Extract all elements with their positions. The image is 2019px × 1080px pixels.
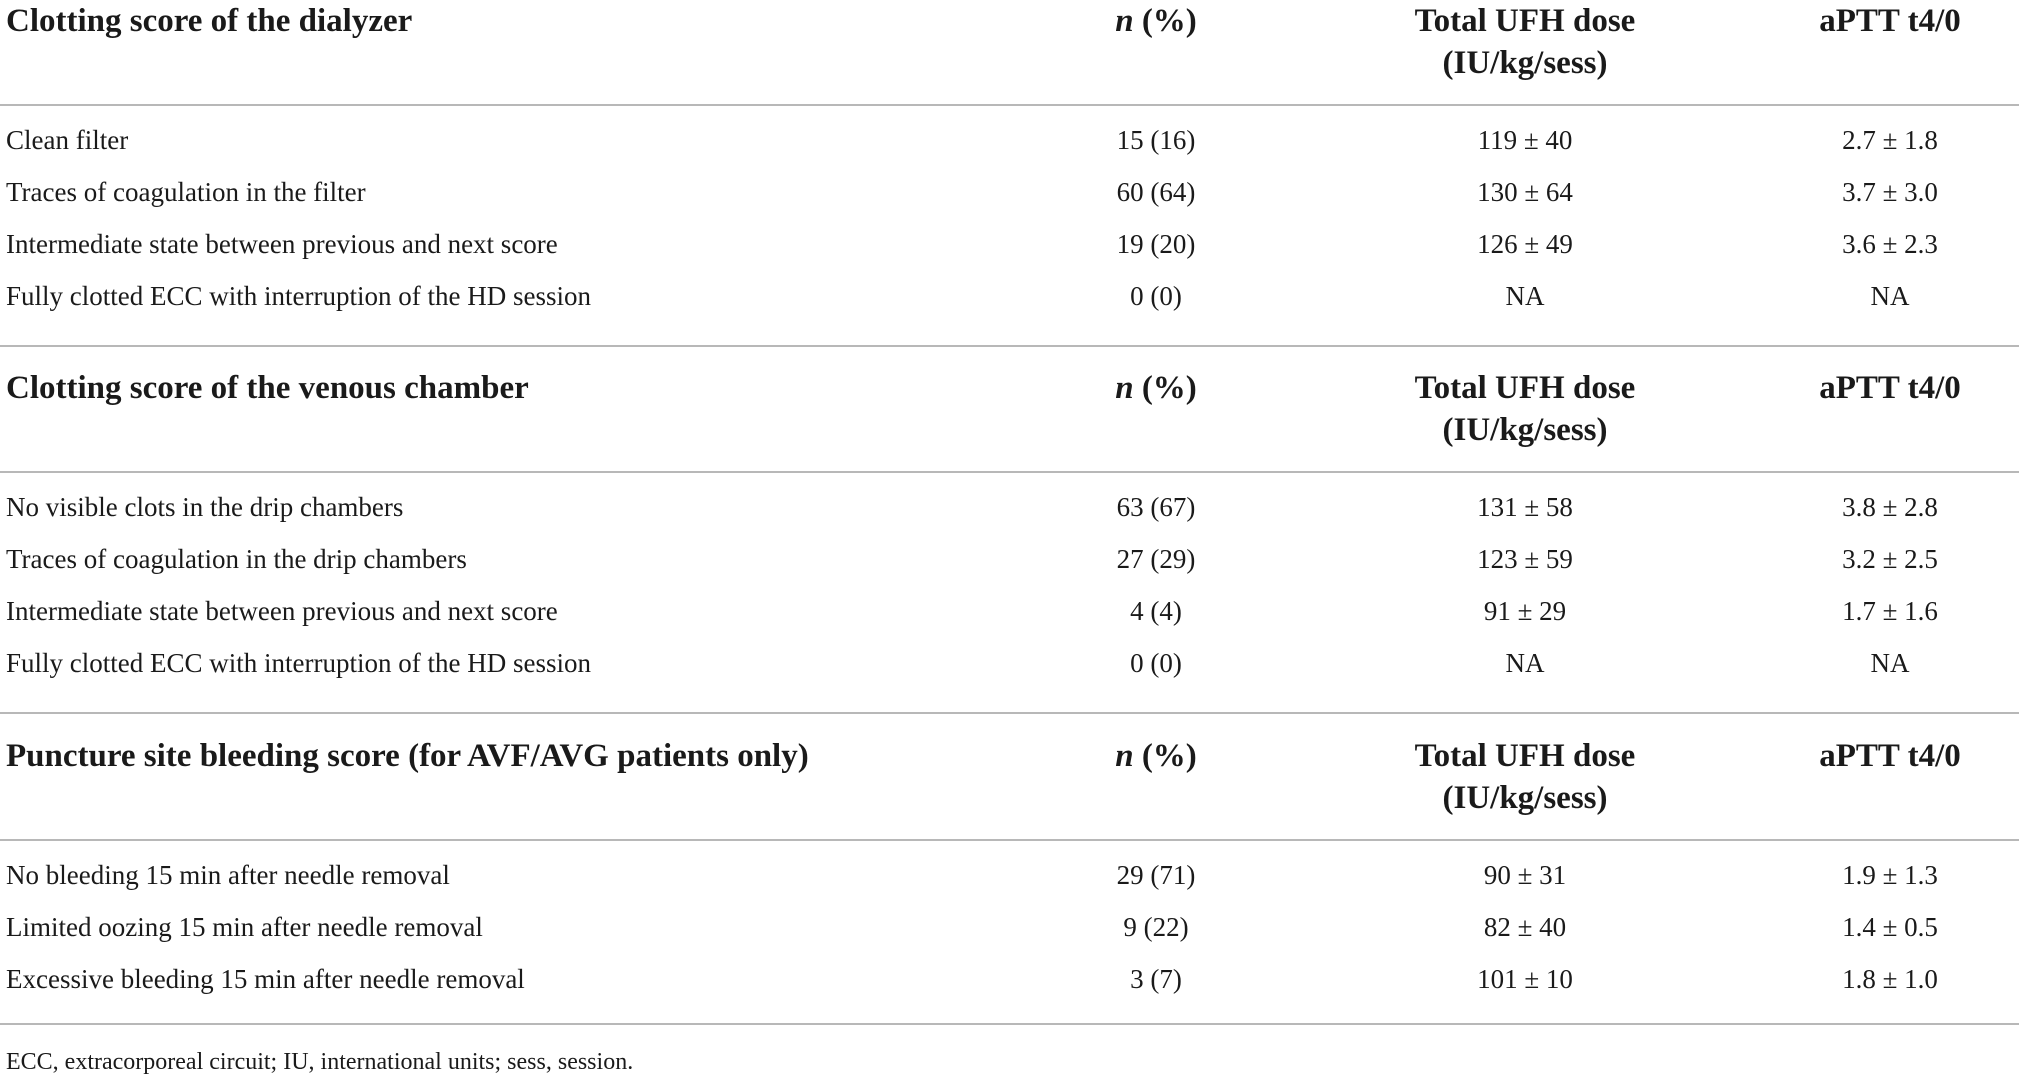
row-dose: 91 ± 29 bbox=[1483, 596, 1567, 626]
col-header-dose: Total UFH dose (IU/kg/sess) bbox=[1414, 370, 1636, 448]
row-label: Traces of coagulation in the drip chambers bbox=[6, 544, 467, 574]
row-dose: 101 ± 10 bbox=[1477, 964, 1573, 994]
row-dose: NA bbox=[1505, 281, 1545, 311]
row-n: 60 (64) bbox=[1116, 177, 1196, 207]
table-row bbox=[0, 533, 2019, 585]
table-row bbox=[0, 953, 2019, 1005]
row-n: 0 (0) bbox=[1130, 281, 1182, 311]
table-row bbox=[0, 901, 2019, 953]
row-dose: 90 ± 31 bbox=[1483, 860, 1567, 890]
row-dose: 82 ± 40 bbox=[1483, 912, 1567, 942]
row-dose: 130 ± 64 bbox=[1477, 177, 1573, 207]
row-dose: 119 ± 40 bbox=[1477, 125, 1573, 155]
row-aptt: 1.8 ± 1.0 bbox=[1842, 964, 1938, 994]
row-n: 9 (22) bbox=[1123, 912, 1189, 942]
table-row bbox=[0, 114, 2019, 166]
row-aptt: 1.9 ± 1.3 bbox=[1842, 860, 1938, 890]
section-title: Clotting score of the dialyzer bbox=[6, 3, 413, 39]
table-row bbox=[0, 166, 2019, 218]
table-row bbox=[0, 849, 2019, 901]
row-label: Intermediate state between previous and next score bbox=[6, 229, 558, 259]
row-aptt: 3.2 ± 2.5 bbox=[1842, 544, 1938, 574]
row-n: 29 (71) bbox=[1116, 860, 1196, 890]
section-title: Puncture site bleeding score (for AVF/AVG patients only) bbox=[6, 738, 809, 774]
section-header bbox=[0, 735, 2019, 839]
row-n: 27 (29) bbox=[1116, 544, 1196, 574]
section-rows bbox=[0, 471, 2019, 689]
table-row bbox=[0, 585, 2019, 637]
row-label: Fully clotted ECC with interruption of the HD session bbox=[6, 281, 591, 311]
section-header bbox=[0, 0, 2019, 104]
section-rows bbox=[0, 104, 2019, 322]
row-n: 0 (0) bbox=[1130, 648, 1182, 678]
row-dose: 126 ± 49 bbox=[1477, 229, 1573, 259]
table-row bbox=[0, 218, 2019, 270]
section-rows bbox=[0, 839, 2019, 1005]
col-header-n: n (%) bbox=[1115, 738, 1197, 774]
section-title: Clotting score of the venous chamber bbox=[6, 370, 529, 406]
row-n: 3 (7) bbox=[1130, 964, 1182, 994]
row-n: 19 (20) bbox=[1116, 229, 1196, 259]
row-aptt: 1.7 ± 1.6 bbox=[1842, 596, 1938, 626]
row-aptt: 2.7 ± 1.8 bbox=[1842, 125, 1938, 155]
col-header-aptt: aPTT t4/0 bbox=[1819, 370, 1961, 406]
col-header-n: n (%) bbox=[1115, 370, 1197, 406]
row-n: 63 (67) bbox=[1116, 492, 1196, 522]
row-aptt: 3.6 ± 2.3 bbox=[1842, 229, 1938, 259]
section-header bbox=[0, 367, 2019, 471]
col-header-n: n (%) bbox=[1115, 3, 1197, 39]
row-aptt: 3.7 ± 3.0 bbox=[1842, 177, 1938, 207]
row-label: Traces of coagulation in the filter bbox=[6, 177, 366, 207]
row-aptt: 3.8 ± 2.8 bbox=[1842, 492, 1938, 522]
col-header-dose: Total UFH dose (IU/kg/sess) bbox=[1414, 3, 1636, 81]
table-footnote: ECC, extracorporeal circuit; IU, international units; sess, session. bbox=[6, 1049, 634, 1075]
row-aptt: NA bbox=[1870, 281, 1910, 311]
section-puncture-bleeding bbox=[0, 735, 2019, 1035]
col-header-dose: Total UFH dose (IU/kg/sess) bbox=[1414, 738, 1636, 816]
row-dose: 123 ± 59 bbox=[1477, 544, 1573, 574]
row-aptt: 1.4 ± 0.5 bbox=[1842, 912, 1938, 942]
row-label: No visible clots in the drip chambers bbox=[6, 492, 404, 522]
section-rule bbox=[0, 345, 2019, 347]
table-row bbox=[0, 637, 2019, 689]
row-label: Excessive bleeding 15 min after needle removal bbox=[6, 964, 525, 994]
col-header-aptt: aPTT t4/0 bbox=[1819, 3, 1961, 39]
bottom-rule bbox=[0, 1023, 2019, 1025]
row-dose: 131 ± 58 bbox=[1477, 492, 1573, 522]
row-n: 15 (16) bbox=[1116, 125, 1196, 155]
table-row bbox=[0, 270, 2019, 322]
section-venous-chamber bbox=[0, 367, 2019, 735]
row-label: Fully clotted ECC with interruption of the HD session bbox=[6, 648, 591, 678]
section-dialyzer bbox=[0, 0, 2019, 345]
row-label: Limited oozing 15 min after needle removal bbox=[6, 912, 483, 942]
row-label: No bleeding 15 min after needle removal bbox=[6, 860, 450, 890]
row-dose: NA bbox=[1505, 648, 1545, 678]
row-label: Intermediate state between previous and next score bbox=[6, 596, 558, 626]
table-row bbox=[0, 481, 2019, 533]
section-rule bbox=[0, 712, 2019, 714]
row-n: 4 (4) bbox=[1130, 596, 1182, 626]
row-aptt: NA bbox=[1870, 648, 1910, 678]
col-header-aptt: aPTT t4/0 bbox=[1819, 738, 1961, 774]
row-label: Clean filter bbox=[6, 125, 129, 155]
